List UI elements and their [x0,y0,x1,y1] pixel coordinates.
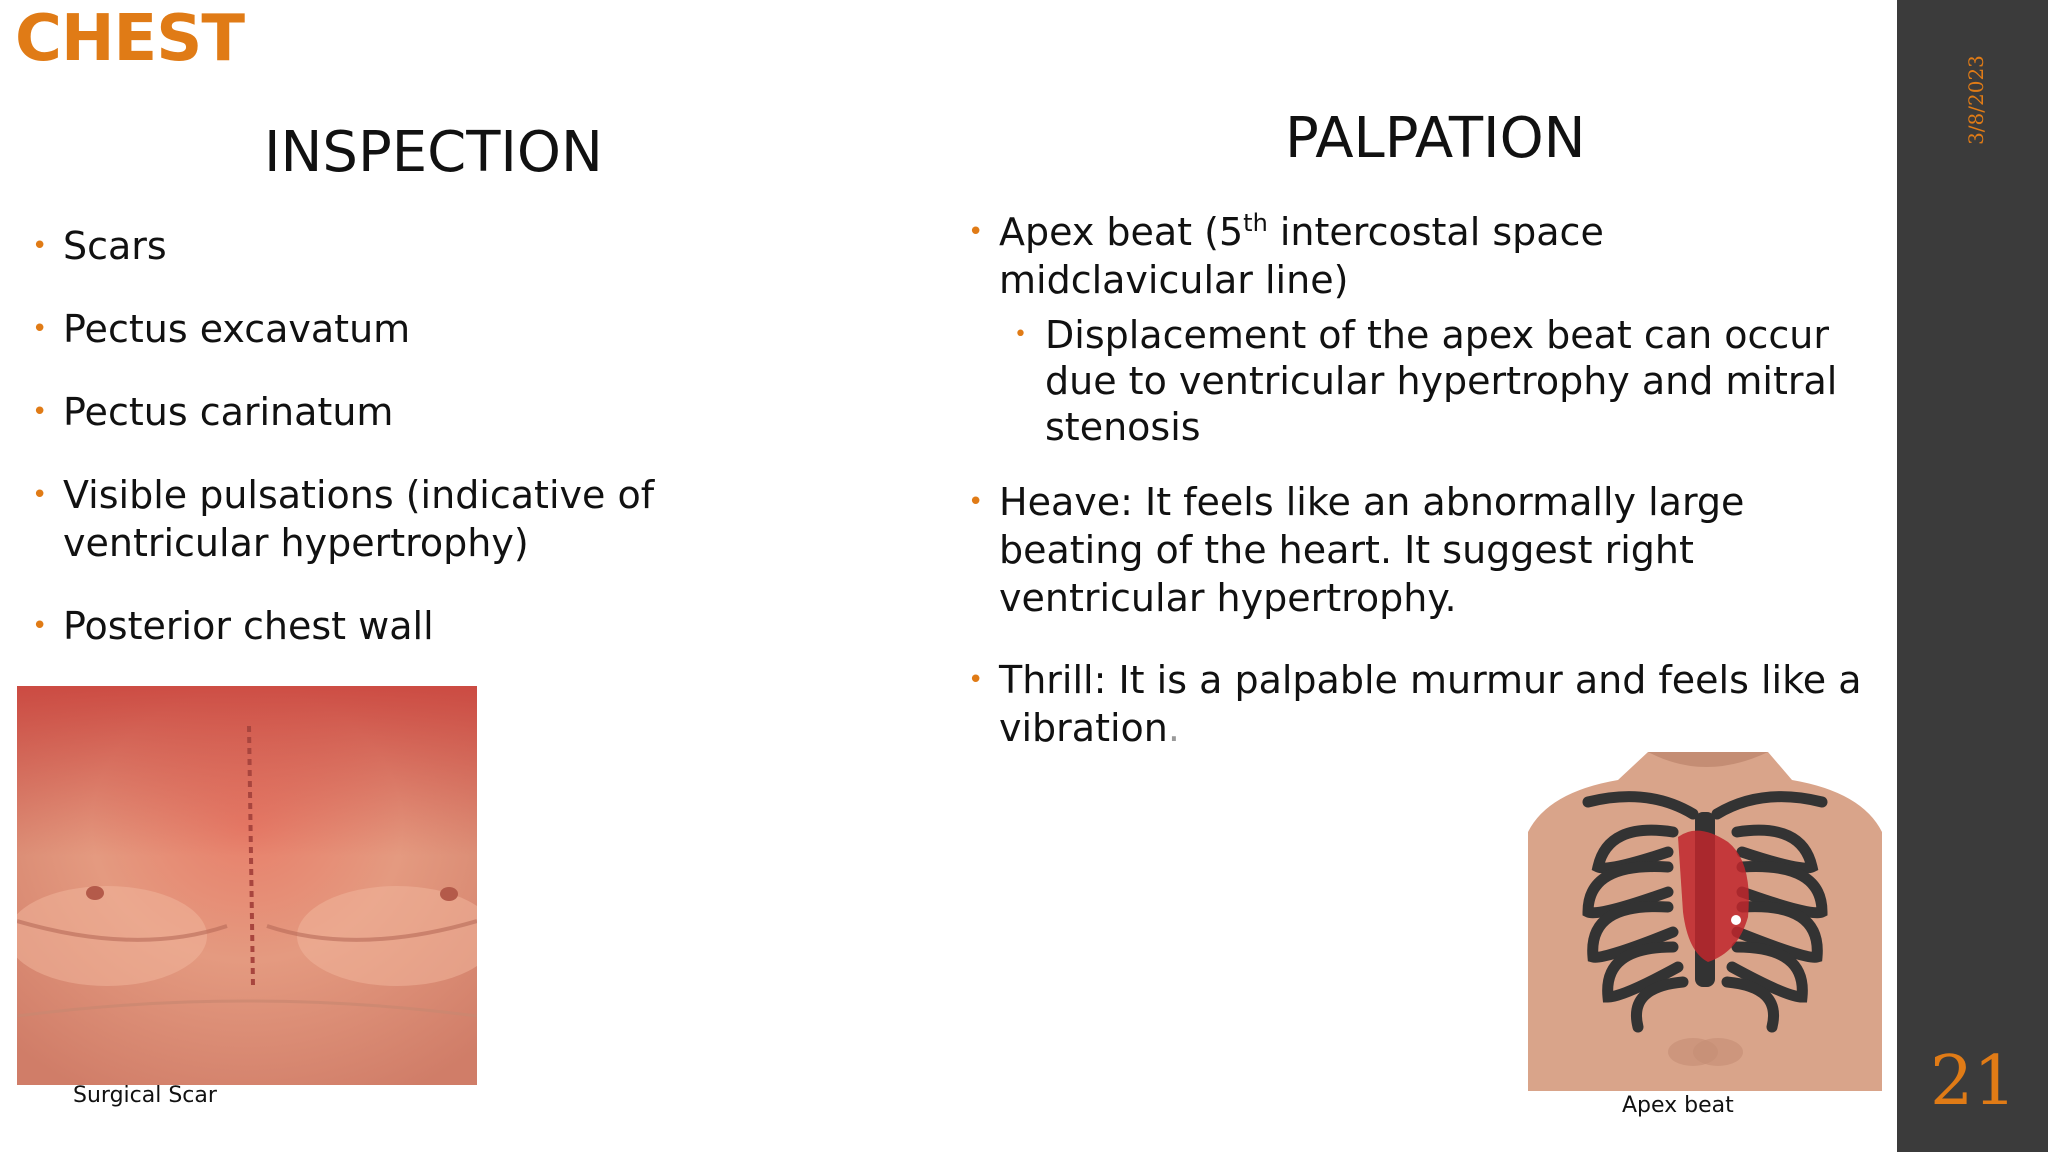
list-item: • Posterior chest wall [32,604,434,648]
apex-beat-illustration [1528,752,1882,1091]
bullet-dot-icon: • [32,231,48,261]
bullet-dot-icon: • [32,397,48,427]
bullet-dot-icon: • [968,217,984,247]
slide-date: 3/8/2023 [1964,55,1988,145]
sidebar-panel [1897,0,2048,1152]
list-item: • Displacement of the apex beat can occur due to ventricular hypertrophy and mitral stenosis [1014,313,1838,449]
bullet-dot-icon: • [32,480,48,510]
list-item: • Scars [32,224,167,268]
bullet-dot-icon: • [968,487,984,517]
list-item: • Thrill: It is a palpable murmur and feels like a vibration. [968,658,1862,750]
sub-list [999,312,1868,450]
list-item: • Pectus carinatum [32,390,394,434]
bullet-dot-icon: • [32,611,48,641]
list-item: • Apex beat (5th intercostal space midclavicular line) • Displacement of the apex beat can occur due to ventricular hypertrophy and mitral stenosis [968,208,1868,450]
palpation-list [968,208,1868,752]
inspection-list [32,222,732,650]
list-item: • Pectus excavatum [32,307,411,351]
palpation-heading: PALPATION [1285,106,1586,171]
apex-beat-caption: Apex beat [1622,1093,1734,1118]
surgical-scar-caption: Surgical Scar [73,1083,217,1108]
page-number: 21 [1930,1042,2017,1121]
bullet-dot-icon: • [1014,322,1027,347]
bullet-dot-icon: • [32,314,48,344]
list-item: • Visible pulsations (indicative of ventricular hypertrophy) [32,473,655,565]
slide-title: CHEST [15,2,244,76]
inspection-heading: INSPECTION [264,120,603,185]
surgical-scar-photo [17,686,477,1085]
list-item: • Heave: It feels like an abnormally large beating of the heart. It suggest right ventricular hypertrophy. [968,480,1745,620]
bullet-dot-icon: • [968,665,984,695]
